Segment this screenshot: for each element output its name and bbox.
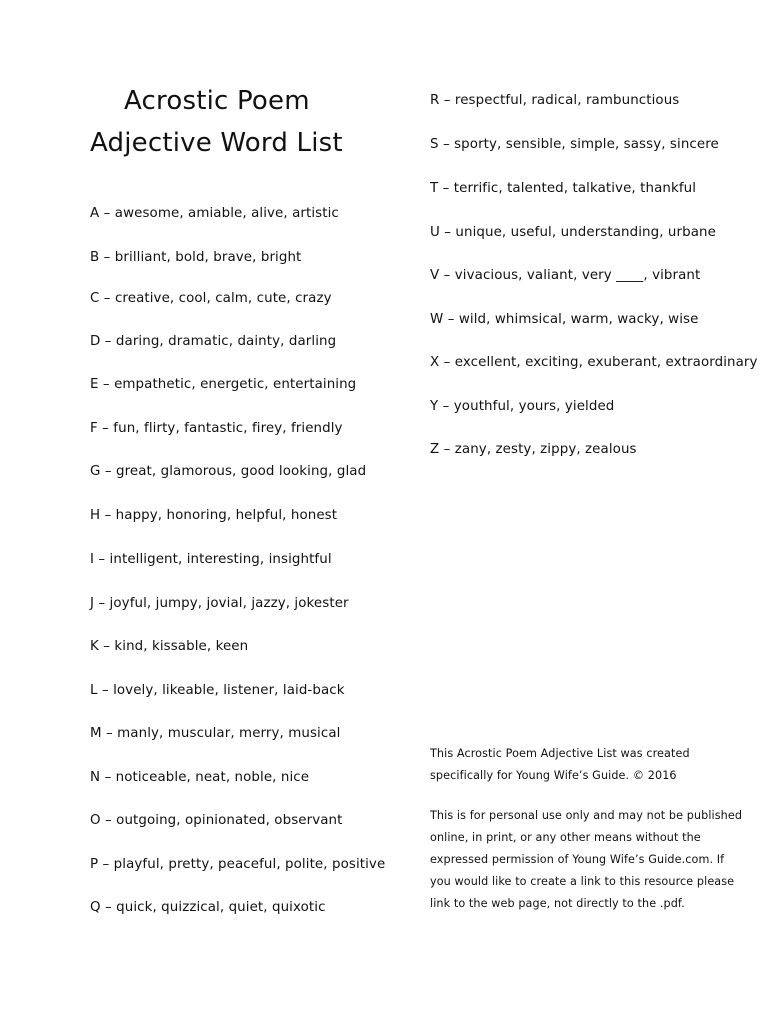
list-item-d: D – daring, dramatic, dainty, darling (90, 334, 337, 349)
note-line: This Acrostic Poem Adjective List was created (430, 747, 690, 760)
note-line: specifically for Young Wife’s Guide. © 2016 (430, 769, 677, 782)
list-item-v: V – vivacious, valiant, very ____, vibrant (430, 268, 701, 283)
list-item-i: I – intelligent, interesting, insightful (90, 552, 332, 567)
list-item-h: H – happy, honoring, helpful, honest (90, 508, 338, 523)
note-line: This is for personal use only and may not be published (430, 809, 743, 822)
list-item-j: J – joyful, jumpy, jovial, jazzy, jokester (90, 596, 349, 611)
list-item-z: Z – zany, zesty, zippy, zealous (430, 442, 637, 457)
note-line: link to the web page, not directly to the .pdf. (430, 897, 685, 910)
list-item-r: R – respectful, radical, rambunctious (430, 93, 680, 108)
list-item-t: T – terrific, talented, talkative, thankful (430, 181, 697, 196)
list-item-n: N – noticeable, neat, noble, nice (90, 770, 310, 785)
list-item-y: Y – youthful, yours, yielded (430, 399, 615, 414)
list-item-u: U – unique, useful, understanding, urbane (430, 225, 716, 240)
title-line-2: Adjective Word List (90, 128, 343, 158)
list-item-l: L – lovely, likeable, listener, laid-back (90, 683, 345, 698)
list-item-m: M – manly, muscular, merry, musical (90, 726, 341, 741)
note-line: you would like to create a link to this resource please (430, 875, 735, 888)
list-item-o: O – outgoing, opinionated, observant (90, 813, 343, 828)
title-line-1: Acrostic Poem (124, 86, 310, 116)
list-item-e: E – empathetic, energetic, entertaining (90, 377, 357, 392)
list-item-k: K – kind, kissable, keen (90, 639, 249, 654)
list-item-x: X – excellent, exciting, exuberant, extraordinary (430, 355, 758, 370)
list-item-s: S – sporty, sensible, simple, sassy, sincere (430, 137, 719, 152)
list-item-q: Q – quick, quizzical, quiet, quixotic (90, 900, 326, 915)
list-item-p: P – playful, pretty, peaceful, polite, positive (90, 857, 386, 872)
list-item-f: F – fun, flirty, fantastic, firey, friendly (90, 421, 343, 436)
list-item-a: A – awesome, amiable, alive, artistic (90, 206, 339, 221)
list-item-b: B – brilliant, bold, brave, bright (90, 250, 302, 265)
list-item-c: C – creative, cool, calm, cute, crazy (90, 291, 332, 306)
list-item-g: G – great, glamorous, good looking, glad (90, 464, 367, 479)
list-item-w: W – wild, whimsical, warm, wacky, wise (430, 312, 699, 327)
note-line: expressed permission of Young Wife’s Guide.com. If (430, 853, 725, 866)
note-line: online, in print, or any other means without the (430, 831, 701, 844)
